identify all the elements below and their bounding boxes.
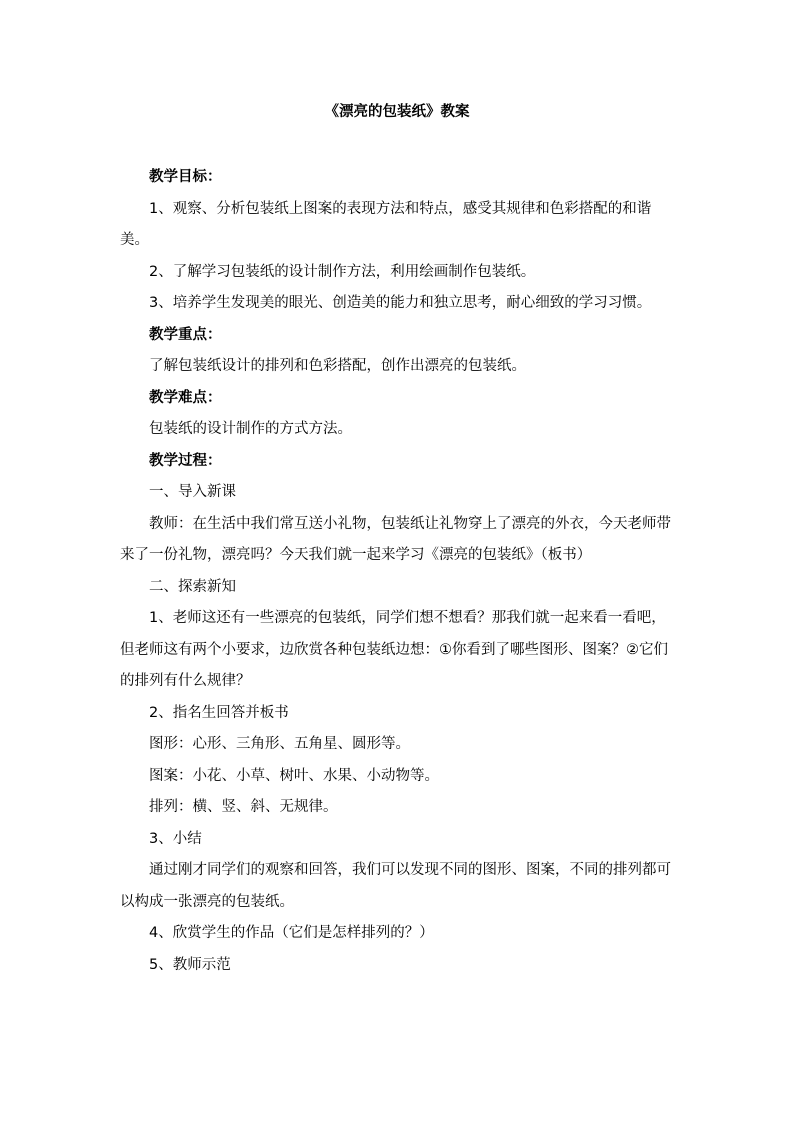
step-3: 3、小结	[149, 830, 202, 847]
difficulty-heading: 教学难点：	[149, 389, 222, 406]
keypoint-heading: 教学重点：	[149, 326, 222, 343]
part1-heading: 一、导入新课	[149, 484, 236, 500]
part1-text: 教师：在生活中我们常互送小礼物，包装纸让礼物穿上了漂亮的外衣，今天老师带来了一份礼物，漂亮吗？今天我们就一起来学习《漂亮的包装纸》（板书）	[120, 515, 671, 563]
arrangement-line: 排列：横、竖、斜、无规律。	[149, 799, 338, 815]
objective-1: 1、观察、分析包装纸上图案的表现方法和特点，感受其规律和色彩搭配的和谐美。	[120, 200, 652, 248]
step-1: 1、老师这还有一些漂亮的包装纸，同学们想不想看？那我们就一起来看一看吧，但老师这有两个小要求，边欣赏各种包装纸边想：①你看到了哪些图形、图案？②它们的排列有什么规律？	[120, 610, 668, 689]
document-title: 《漂亮的包装纸》教案	[324, 104, 470, 120]
part2-heading: 二、探索新知	[149, 578, 236, 595]
patterns-line: 图案：小花、小草、树叶、水果、小动物等。	[149, 767, 439, 784]
objectives-heading: 教学目标：	[149, 169, 222, 185]
objective-3: 3、培养学生发现美的眼光、创造美的能力和独立思考，耐心细致的学习习惯。	[149, 295, 652, 311]
summary-text: 通过刚才同学们的观察和回答，我们可以发现不同的图形、图案，不同的排列都可以构成一张漂亮的包装纸。	[120, 862, 671, 910]
difficulty-text: 包装纸的设计制作的方式方法。	[149, 421, 352, 437]
document-body	[120, 162, 676, 981]
step-5: 5、教师示范	[149, 956, 231, 973]
step-2: 2、指名生回答并板书	[149, 704, 289, 721]
process-heading: 教学过程：	[149, 452, 222, 469]
step-4: 4、欣赏学生的作品（它们是怎样排列的？）	[149, 925, 434, 941]
shapes-line: 图形：心形、三角形、五角星、圆形等。	[149, 736, 410, 752]
keypoint-text: 了解包装纸设计的排列和色彩搭配，创作出漂亮的包装纸。	[149, 358, 526, 374]
objective-2: 2、了解学习包装纸的设计制作方法，利用绘画制作包装纸。	[149, 263, 536, 280]
